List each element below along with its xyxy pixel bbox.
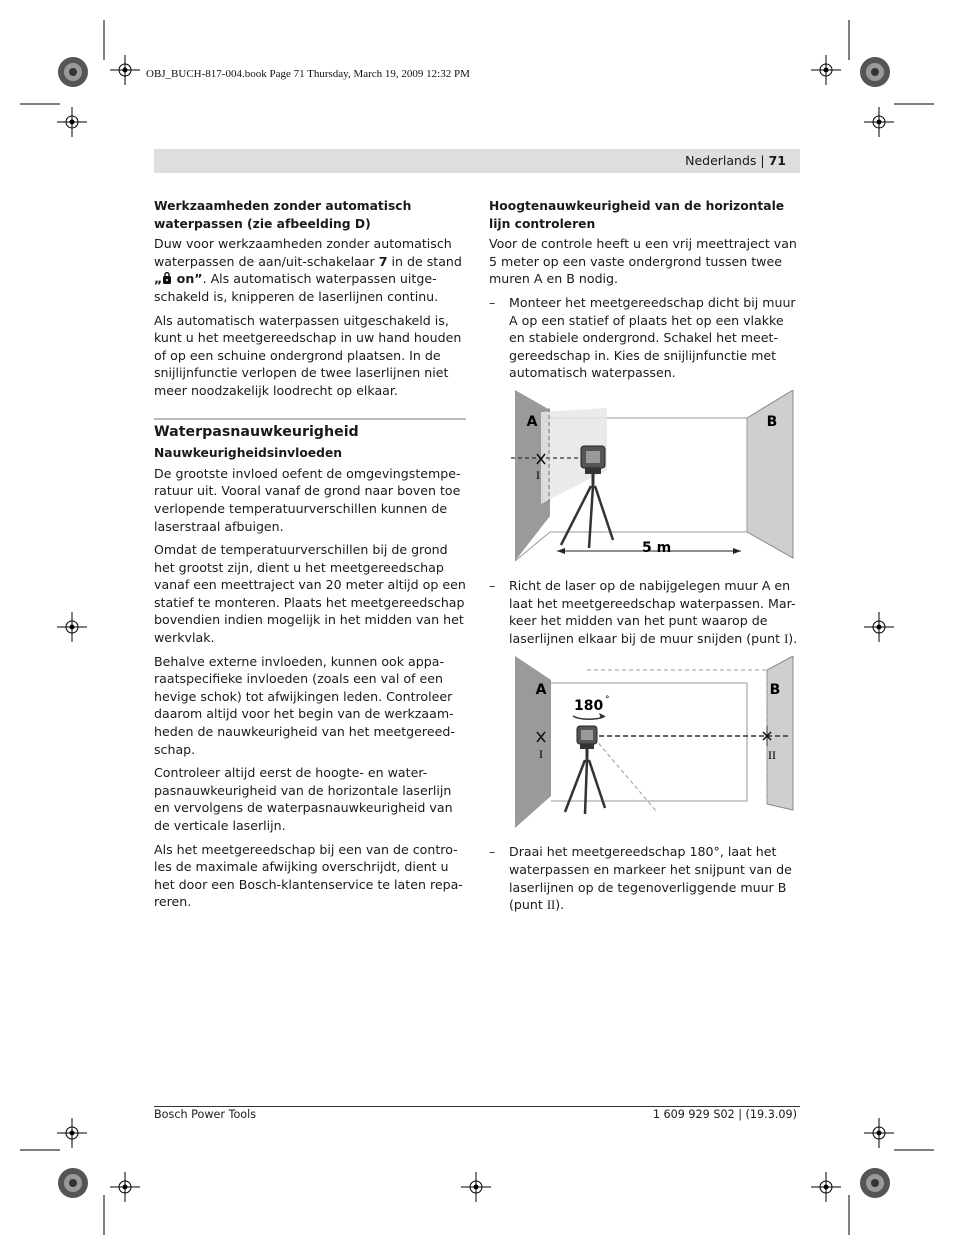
heading-no-auto-level: Werkzaamheden zonder automatisch waterpassen (zie afbeelding D) [154, 199, 412, 231]
dash-marker: – [489, 844, 496, 860]
dash-marker: – [489, 577, 496, 593]
list-item: – Monteer het meetgereedschap dicht bij muur A op een statief of plaats het op een vlakke en stabiele ondergrond. Schakel het meet-gereedschap in. Kies de snijlijnfunctie met automatisch waterpassen. [489, 294, 796, 381]
label-wall-a: A [526, 413, 538, 430]
switch-number: 7 [378, 253, 388, 269]
page-number: 71 [768, 153, 786, 168]
paragraph-check-order: Controleer altijd eerst de hoogte- en water-pasnauwkeurigheid van de horizontale laserlijn en vervolgens de waterpasnauwkeurigheid van de verticale laserlijn. [154, 765, 453, 833]
language-label: Nederlands [685, 153, 757, 168]
subheading-influences: Nauwkeurigheidsinvloeden [154, 446, 343, 461]
heading-height-accuracy: Hoogtenauwkeurigheid van de horizontale lijn controleren [489, 199, 785, 231]
header-bar [154, 149, 800, 173]
paragraph-hand-held: Als automatisch waterpassen uitgeschakeld is, kunt u het meetgereedschap in uw hand houden of op een schuine ondergrond plaatsen. In de snijlijnfunctie verlopen de twee laserlijnen niet meer noodzakelijk loodrecht op elkaar. [154, 312, 462, 398]
label-distance: 5 m [642, 539, 672, 556]
list-item: – Draai het meetgereedschap 180°, laat het waterpassen en markeer het snijpunt van de laserlijnen op de tegenoverliggende muur B (punt II). [489, 844, 792, 913]
left-column [154, 198, 466, 917]
lock-symbol-icon [162, 272, 172, 284]
header-separator: | [760, 153, 765, 168]
footer-doc-number: 1 609 929 S02 | (19.3.09) [652, 1108, 797, 1121]
print-header: OBJ_BUCH-817-004.book Page 71 Thursday, March 19, 2009 12:32 PM [146, 68, 470, 80]
label-point-ii: II [768, 748, 776, 763]
right-column [489, 198, 800, 921]
footer-brand: Bosch Power Tools [154, 1108, 257, 1121]
paragraph-tripod: Omdat de temperatuurverschillen bij de grond het grootst zijn, dient u het meetgereedschap vanaf een meettraject van 20 meter altijd op een statief te monteren. Plaats het meetgereedschap bovendien indien mogelijk in het midden van het werkvlak. [154, 542, 466, 646]
paragraph-requirements: Voor de controle heeft u een vrij meettraject van 5 meter op een vaste ondergrond tussen twee muren A en B nodig. [489, 236, 797, 287]
figure-wall-a-check [489, 390, 800, 568]
paragraph-temperature: De grootste invloed oefent de omgevingstempe-ratuur uit. Vooral vanaf de grond naar boven toe verlopende temperatuurverschillen kunnen de laserstraal afbuigen. [154, 465, 461, 534]
label-wall-b: B [766, 413, 778, 430]
running-head [685, 153, 786, 168]
footer-rule [154, 1106, 800, 1107]
list-item: – Richt de laser op de nabijgelegen muur A en laat het meetgereedschap waterpassen. Mar-keer het midden van het punt waarop de laserlijnen elkaar bij de muur snijden (punt I). [489, 577, 798, 646]
paragraph-service: Als het meetgereedschap bij een van de contro-les de maximale afwijking overschrijdt, dient u het door een Bosch-klantenservice te laten repa-reren. [154, 841, 463, 910]
dash-marker: – [489, 294, 496, 310]
label-wall-a: A [535, 682, 547, 699]
label-point-i: I [536, 467, 540, 482]
section-rule [154, 418, 466, 420]
label-rotation-angle: 180 [574, 698, 604, 715]
label-point-i: I [539, 747, 543, 762]
paragraph-switch-instruction: Duw voor werkzaamheden zonder automatisch waterpassen de aan/uit-schakelaar 7 in de stand „ on”. Als automatisch waterpassen uitge-schakeld is, knipperen de laserlijnen continu. [154, 236, 462, 304]
label-wall-b: B [769, 682, 781, 699]
label-degree: ° [605, 695, 610, 706]
section-title: Waterpasnauwkeurigheid [154, 423, 359, 440]
figure-wall-b-check [489, 656, 800, 834]
paragraph-device-influences: Behalve externe invloeden, kunnen ook appa-raatspecifieke invloeden (zoals een val of een hevige schok) tot afwijkingen leden. Controleer daarom altijd voor het begin van de werkzaam-heden de nauwkeurigheid van het meetgereed-schap. [154, 653, 455, 757]
switch-position: „ on” [154, 271, 203, 287]
laser-level-on-tripod [565, 713, 605, 814]
